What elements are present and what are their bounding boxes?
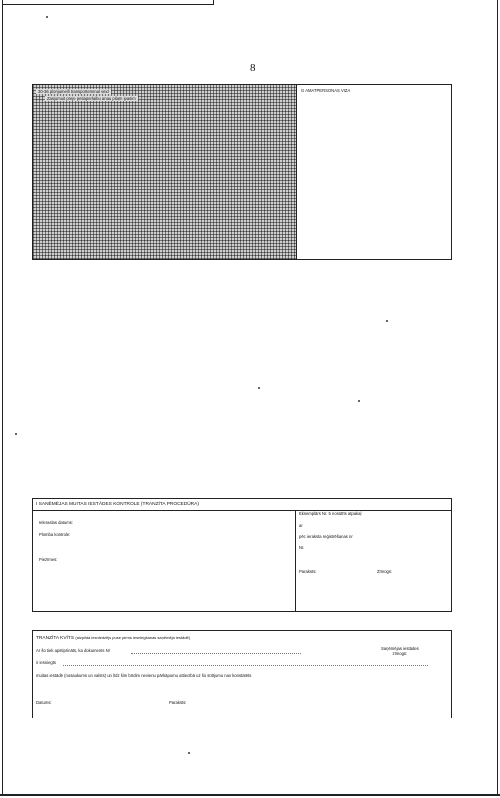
seal-control-label: Plomba kontrole: <box>39 532 71 537</box>
scan-speck <box>358 400 360 402</box>
page-bottom-edge <box>0 794 500 796</box>
official-visa-title: G AMATPERSONAS VIZA <box>301 88 351 93</box>
receiving-stamp-label-line2: zīmogs: <box>392 651 408 656</box>
page-right-edge <box>497 0 498 795</box>
section-d-box <box>32 84 452 260</box>
document-number-line <box>36 648 110 653</box>
receiving-stamp-label-line1: Saņēmējas iestādes <box>381 646 419 651</box>
page-left-edge <box>2 0 3 795</box>
receiving-stamp-label <box>381 646 419 656</box>
transit-receipt-title <box>36 635 190 642</box>
registration-label: pēc ieraksta reģistrēšanas nr <box>299 534 353 539</box>
transit-receipt-heading: TRANZĪTA KVĪTS <box>36 636 75 641</box>
page-number: 8 <box>250 62 256 74</box>
on-label: ar <box>299 523 303 528</box>
signature-label: Paraksts: <box>299 569 317 574</box>
submitted-line: ir iesniegts <box>36 660 57 665</box>
scan-speck <box>188 752 190 754</box>
scan-speck <box>46 16 48 18</box>
section-i-title: I SANĒMĒJAS MUITAS IESTĀDES KONTROLE (TRANZĪTA PROCEDŪRA) <box>36 502 199 507</box>
document-number-blank <box>131 652 301 654</box>
section-i-box <box>32 498 452 612</box>
top-tab-box <box>2 0 214 5</box>
arrival-date-label: Ieleraslas datums: <box>39 520 73 525</box>
copy-returned-label: Eksemplārs Nr. 5 nosūtīts atpakaļ <box>299 511 362 516</box>
scan-speck <box>15 433 17 435</box>
scan-speck <box>386 320 388 322</box>
customs-office-line: muitas iestādē (nosaukums un valsts) un līdz šim brīdim nevienu pārkāpumu attiecībā uz šo sūtījumu nav konstatēts <box>36 673 252 678</box>
scan-speck <box>258 387 260 389</box>
remarks-label: Piezīmes: <box>39 557 58 562</box>
section-divider <box>296 85 297 259</box>
receipt-signature-label: Paraksts: <box>169 700 187 705</box>
section-i-title-rule <box>33 510 451 511</box>
transit-receipt-box <box>32 630 452 718</box>
document-number-text: Ar šo tiek apstiprināts, ka dokuments Nr <box>36 648 111 653</box>
hatched-area <box>33 85 296 259</box>
section-i-divider <box>295 510 296 611</box>
transport-line: 30-36 plorijumelli transportemmal veid <box>38 89 109 94</box>
number-label: Nr. <box>299 545 305 550</box>
transit-receipt-note: (aizpilda iesniedzējs puse pirms iesniegšanas saņēmēja iestādē) <box>75 635 191 640</box>
date-label: Datums: <box>36 700 52 705</box>
submitted-blank <box>63 664 428 666</box>
loading-line: Zasjumuit preje petiaperlaibu anau pilam ipasim <box>47 96 136 101</box>
stamp-label: Zīmogs: <box>377 569 393 574</box>
